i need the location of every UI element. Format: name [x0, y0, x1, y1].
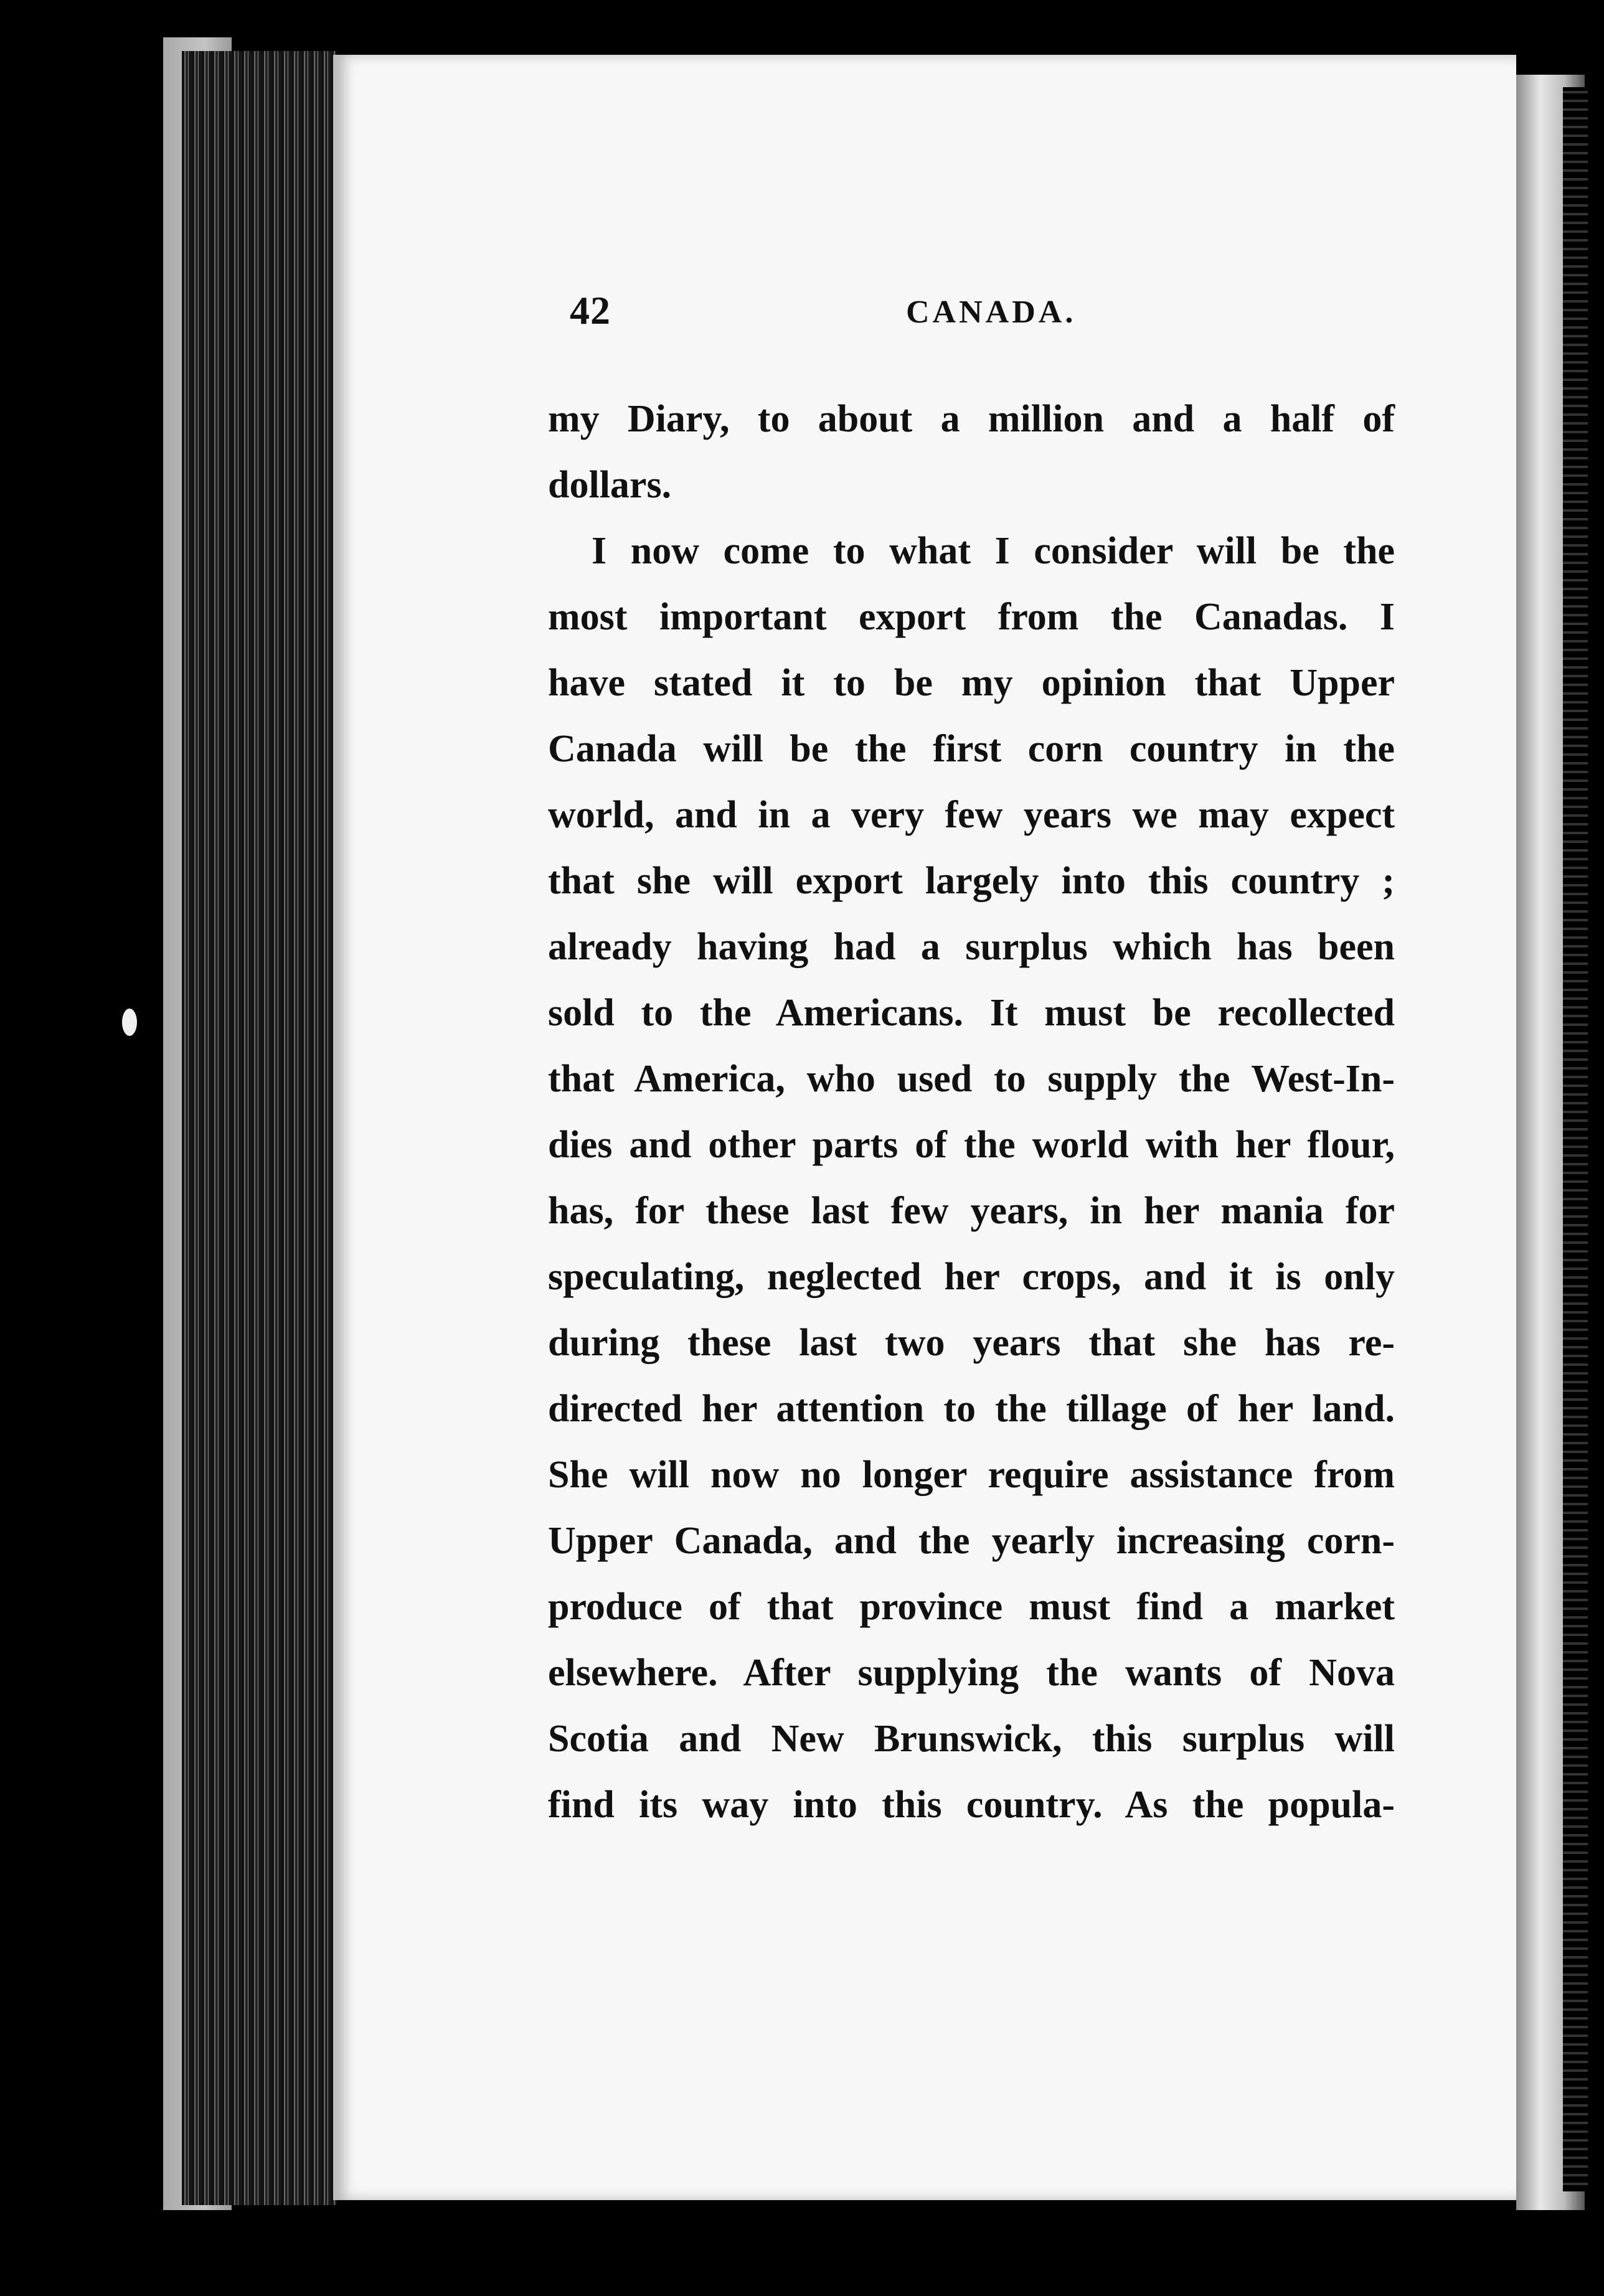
running-head [570, 288, 1077, 344]
text-line: already having had a surplus which has been [548, 926, 1395, 968]
text-line: produce of that province must find a market [548, 1586, 1395, 1628]
dust-speck [122, 1009, 137, 1036]
text-line: sold to the Americans. It must be recollected [548, 992, 1395, 1034]
text-line: dies and other parts of the world with her flour, [548, 1124, 1395, 1166]
paragraph-2 [548, 518, 1395, 1838]
text-line: Canada will be the first corn country in the [548, 728, 1395, 770]
page-stack-edge [182, 51, 336, 2205]
text-line: She will now no longer require assistance from [548, 1454, 1395, 1496]
paragraph-1 [548, 386, 1395, 518]
body-text [548, 386, 1395, 1838]
text-line: have stated it to be my opinion that Upper [548, 662, 1395, 704]
text-line: most important export from the Canadas. I [548, 596, 1395, 638]
page-number: 42 [570, 288, 611, 332]
running-title: CANADA. [906, 294, 1077, 330]
text-line: find its way into this country. As the popula- [548, 1784, 1395, 1826]
text-line: during these last two years that she has re- [548, 1322, 1395, 1364]
text-line: world, and in a very few years we may expect [548, 794, 1395, 836]
text-line: that she will export largely into this country ; [548, 860, 1395, 902]
text-line: directed her attention to the tillage of her land. [548, 1388, 1395, 1430]
text-line: Upper Canada, and the yearly increasing corn- [548, 1520, 1395, 1562]
text-line: that America, who used to supply the West-In- [548, 1058, 1395, 1100]
facing-page-shadow [1563, 87, 1588, 2191]
text-line: my Diary, to about a million and a half of [548, 398, 1395, 440]
text-line: has, for these last few years, in her mania for [548, 1190, 1395, 1232]
text-line: elsewhere. After supplying the wants of Nova [548, 1652, 1395, 1694]
text-line: dollars. [548, 464, 672, 506]
text-line: speculating, neglected her crops, and it is only [548, 1256, 1395, 1298]
text-line: I now come to what I consider will be the [592, 530, 1395, 572]
text-line: Scotia and New Brunswick, this surplus will [548, 1718, 1395, 1760]
